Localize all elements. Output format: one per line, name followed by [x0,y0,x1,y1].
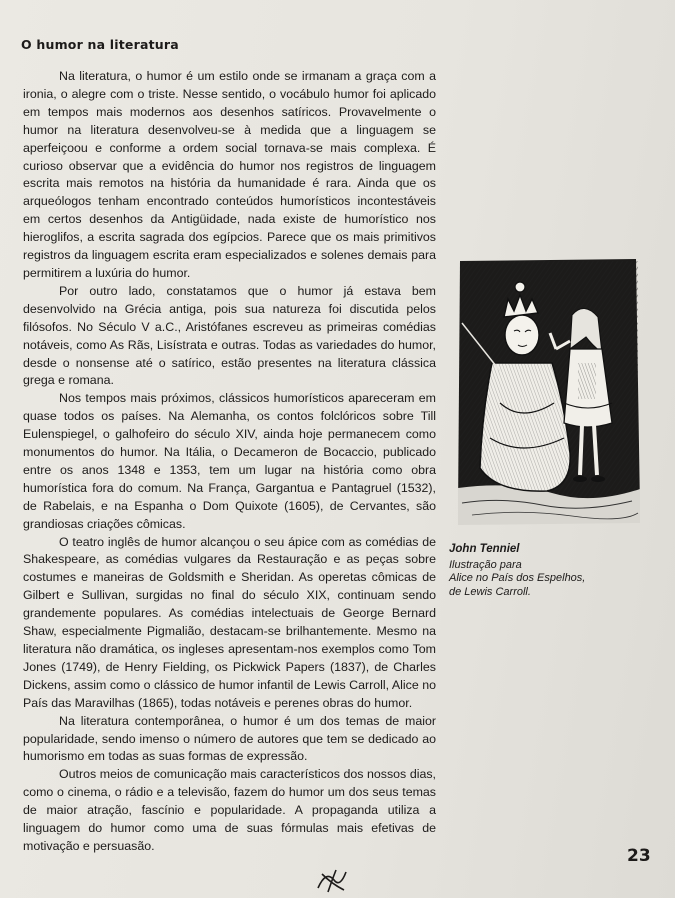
paragraph-1: Na literatura, o humor é um estilo onde se irmanam a graça com a ironia, o alegre com o triste. Nesse sentido, o vocábulo humor foi aplicado em tempos mais modernos aos desenhos satíricos. Provavelmente o humor na literatura desenvolveu-se à medida que a linguagem se aperfeiçoou e conforme a ordem social tornava-se mais complexa. É curioso observar que a evidência do humor nos registros de linguagem escrita mais remotos na história da humanidade é rara. Ainda que os arqueólogos tenham encontrado conteúdos humorísticos incontestáveis em certos desenhos da Antigüidade, nada existe de humorístico nos hieroglifos, a escrita sagrada dos egípcios. Parece que os mais primitivos registros da linguagem escrita eram especializados e solenes demais para permitirem a luxúria do humor. [23,69,436,280]
caption-author: John Tenniel [449,543,520,555]
article-body [23,68,436,856]
caption-line-2: Alice no País dos Espelhos, [449,572,586,584]
illustration-caption [449,543,659,599]
paragraph-5: Na literatura contemporânea, o humor é um dos temas de maior popularidade, sendo imenso o número de autores que tem se dedicado ao humorismo em todas as suas formas de expressão. [23,713,436,764]
paragraph-6: Outros meios de comunicação mais característicos dos nossos dias, como o cinema, o rádio e a televisão, fazem do humor um dos seus temas de maior atração, fascínio e popularidade. A propaganda utiliza a linguagem do humor como uma de suas fórmulas mais efetivas de motivação e persuasão. [23,767,436,853]
alice-queen-engraving-icon [452,253,644,531]
page-number: 23 [627,846,651,866]
ornament-icon [314,866,350,894]
paragraph-2: Por outro lado, constatamos que o humor já estava bem desenvolvido na Grécia antiga, pois sua natureza foi discutida pelos filósofos. No Século V a.C., Aristófanes escreveu as primeiras comédias notáveis, como As Rãs, Lisístrata e outras. Todas as variedades do humor, desde o nonsense até o satírico, estão presentes na literatura clássica grega e romana. [23,283,436,388]
tenniel-illustration [452,253,644,531]
paragraph-3: Nos tempos mais próximos, clássicos humorísticos apareceram em quase todos os países. Na Alemanha, os contos folclóricos sobre Till Eulenspiegel, o galhofeiro do século XIV, ainda hoje permanecem como monumentos do humor. Na Itália, o Decameron de Bocaccio, publicado entre os anos 1348 e 1353, tem um lugar na história como obra humorística fora do comum. Na França, Gargantua e Pantagruel (1532), de Rabelais, e na Espanha o Dom Quixote (1605), de Cervantes, são grandiosas criações cômicas. [23,391,436,531]
paragraph-4: O teatro inglês de humor alcançou o seu ápice com as comédias de Shakespeare, as comédias vulgares da Restauração e as peças sobre costumes e maneiras de Goldsmith e Sheridan. As operetas cômicas de Gilbert e Sullivan, surgidas no final do século XIX, continuam sendo grandemente populares. As comédias intelectuais de George Bernard Shaw, especialmente Pigmalião, destacam-se brilhantemente. Mesmo na literatura não dramática, os ingleses apresentam-nos exemplos como Tom Jones (1749), de Henry Fielding, os Pickwick Papers (1837), de Charles Dickens, assim como o clássico de humor infantil de Lewis Carroll, Alice no País das Maravilhas (1865), todas notáveis e perenes obras do humor. [23,534,436,710]
caption-line-3: de Lewis Carroll. [449,585,531,598]
caption-line-1: Ilustração para [449,558,522,571]
section-title: O humor na literatura [21,37,179,52]
